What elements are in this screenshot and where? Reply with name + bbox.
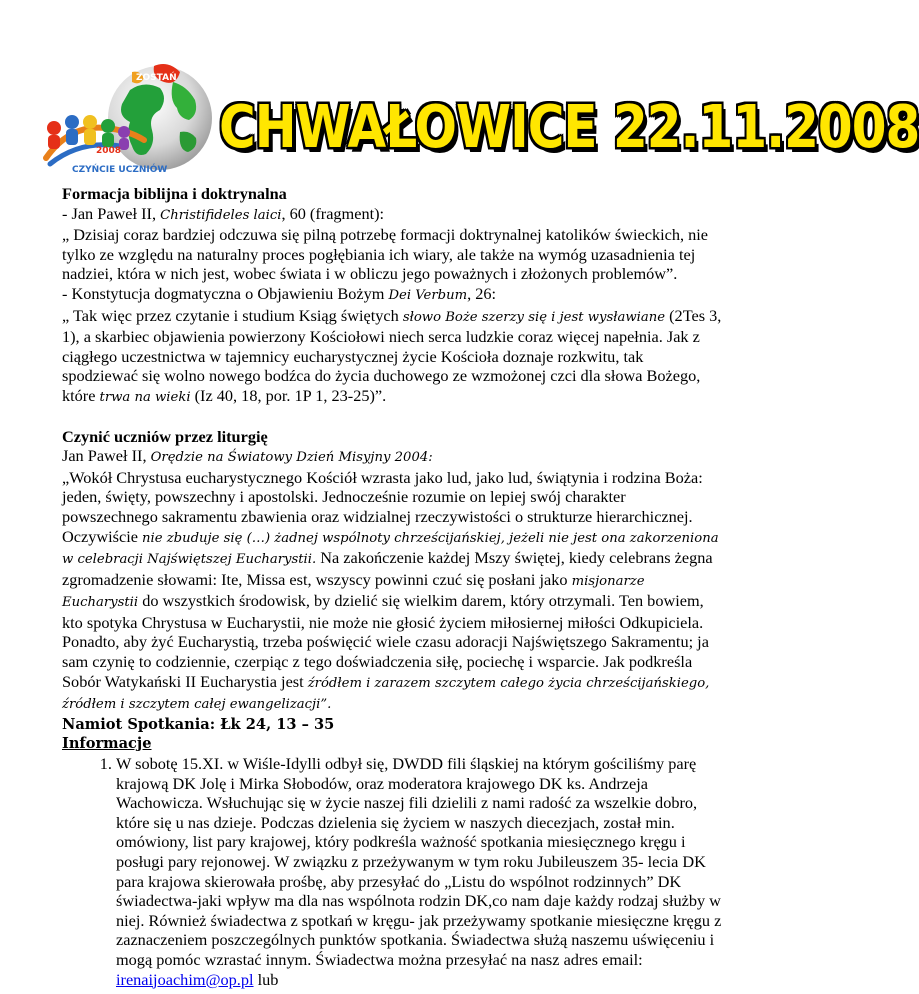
quote-italic: nie zbuduje się (…) żadnej wspólnoty chrześcijańskiej, jeżeli nie jest ona zakorzeniona w celebracji Najświętszej Eucharystii. <box>62 530 719 568</box>
quote-italic: misjonarze Eucharystii <box>62 573 645 611</box>
svg-text:ZOSTAŃ: ZOSTAŃ <box>136 73 177 83</box>
section-heading-namiot: Namiot Spotkania: Łk 24, 13 – 35 <box>62 715 335 733</box>
quote-dei-verbum <box>62 306 722 408</box>
quote-text: (Iz 40, 18, por. 1P 1, 23-25)”. <box>190 385 387 405</box>
citation-dei-verbum <box>62 284 722 306</box>
list-item-text: W sobotę 15.XI. w Wiśle-Idylli odbył się, DWDD fili śląskiej na którym gościliśmy parę krajową DK Jolę i Mirka Słobodów, oraz moderatora krajowego DK ks. Andrzeja Wachowicza. Wsłuchując się w życie naszej fili dzielili z nami radość za wszelkie dobro, które się u nas dzieje. Podczas dzielenia się życiem w naszych diecezjach, został min. omówiony, list pary krajowej, który podkreśla ważność spotkania miesięcznego kręgu i posługi pary rejonowej. W związku z przeżywanym w tym roku Jubileuszem 35- lecia DK para krajowa skierowała prośbę, aby przesyłać do „Listu do wspólnot rodzinnych” DK świadectwa-jaki wpływ ma dla nas wspólnota rodzin DK,co nam daje każdy rodzaj służby w niej. Również świadectwa z spotkań w kręgu- jak przeżywamy spotkanie miesięczne kręgu z zaznaczeniem poszczególnych punktów spotkania. Świadectwa służą naszemu uświęceniu i mogą pomóc wzrastać innym. Świadectwa można przesyłać na nasz adres email: <box>116 754 722 969</box>
citation-text: - Konstytucja dogmatyczna o Objawieniu Bożym <box>62 283 389 303</box>
citation-text: Jan Paweł II, <box>62 446 151 466</box>
quote-oredzie-paragraph-1 <box>62 468 722 633</box>
section-heading-czynic: Czynić uczniów przez liturgię <box>62 426 268 446</box>
list-item-text: lub <box>253 969 279 989</box>
citation-text: , 60 (fragment): <box>281 203 385 223</box>
citation-title: Dei Verbum <box>388 287 468 303</box>
quote-text: Na zakończenie każdej Mszy świętej, kiedy celebrans żegna zgromadzenie słowami: Ite, Missa est, wszyscy powinni czuć się posłani jako <box>62 548 713 589</box>
quote-text: Ponadto, aby żyć Eucharystią, trzeba poświęcić wiele czasu adoracji Najświętszego Sakramentu; ja sam czynię to codziennie, czerpiąc z tego doświadczenia siłę, pociechę i wsparcie. Jak podkreśla Sobór Watykański II Eucharystia jest <box>62 632 709 691</box>
svg-text:CZYŃCIE UCZNIÓW: CZYŃCIE UCZNIÓW <box>72 165 168 175</box>
quote-oredzie-paragraph-2 <box>62 632 722 714</box>
quote-text: „Wokół Chrystusa eucharystycznego Kościół wzrasta jako lud, jako lud, świątynia i rodzina Boża: jeden, święty, powszechny i apostolski. Jednocześnie rozumie on lepiej swój charakter powszechnego sakramentu zbawienia oraz widzialnej rzeczywistości o strukturze hierarchicznej. Oczywiście <box>62 467 703 546</box>
header-title: CHWAŁOWICE 22.11.2008 <box>219 92 919 162</box>
citation-oredzie <box>62 446 722 468</box>
citation-christifideles <box>62 204 722 226</box>
document-body <box>62 184 722 989</box>
list-item <box>116 754 722 989</box>
citation-title: Christifideles laici <box>160 207 282 223</box>
svg-text:2008: 2008 <box>96 146 122 156</box>
quote-christifideles: „ Dzisiaj coraz bardziej odczuwa się pilną potrzebę formacji doktrynalnej katolików świeckich, nie tylko ze względu na naturalny proces pogłębiania ich wiary, ale także na wymóg uzasadnienia tej nadziei, która w nich jest, wobec świata i w obliczu jego poważnych i złożonych problemów”. <box>62 225 709 284</box>
email-link[interactable]: irenaijoachim@op.pl <box>116 969 254 989</box>
section-heading-formacja: Formacja biblijna i doktrynalna <box>62 184 287 203</box>
section-heading-informacje: Informacje <box>62 735 152 753</box>
quote-italic: trwa na wieki <box>99 389 191 405</box>
citation-text: , 26: <box>467 283 497 303</box>
quote-text: do wszystkich środowisk, by dzielić się wielkim darem, który otrzymali. Ten bowiem, kto spotyka Chrystusa w Eucharystii, nie może nie głosić życiem miłosiernej miłości Odkupiciela. <box>62 591 704 632</box>
quote-italic: źródłem i zarazem szczytem całego życia chrześcijańskiego, źródłem i szczytem całej ewangelizacji”. <box>62 675 710 713</box>
quote-text: „ Tak więc przez czytanie i studium Ksiąg świętych <box>62 305 403 325</box>
spacer <box>62 408 722 427</box>
citation-text: - Jan Paweł II, <box>62 203 161 223</box>
quote-italic: słowo Boże szerzy się i jest wysławiane <box>402 309 666 325</box>
quote-text: (2Tes 3, 1), a skarbiec objawienia powierzony Kościołowi niech serca ludzkie coraz więcej napełnia. Jak z ciągłego uczestnictwa w tajemnicy eucharystycznej życie Kościoła doznaje rozkwitu, tak spodziewać się wolno nowego bodźca do życia duchowego ze wzmożonej czci dla słowa Bożego, które <box>62 305 722 405</box>
citation-title: Orędzie na Światowy Dzień Misyjny 2004: <box>150 450 433 466</box>
czyncie-uczniow-logo <box>38 60 218 180</box>
info-list <box>62 754 722 989</box>
